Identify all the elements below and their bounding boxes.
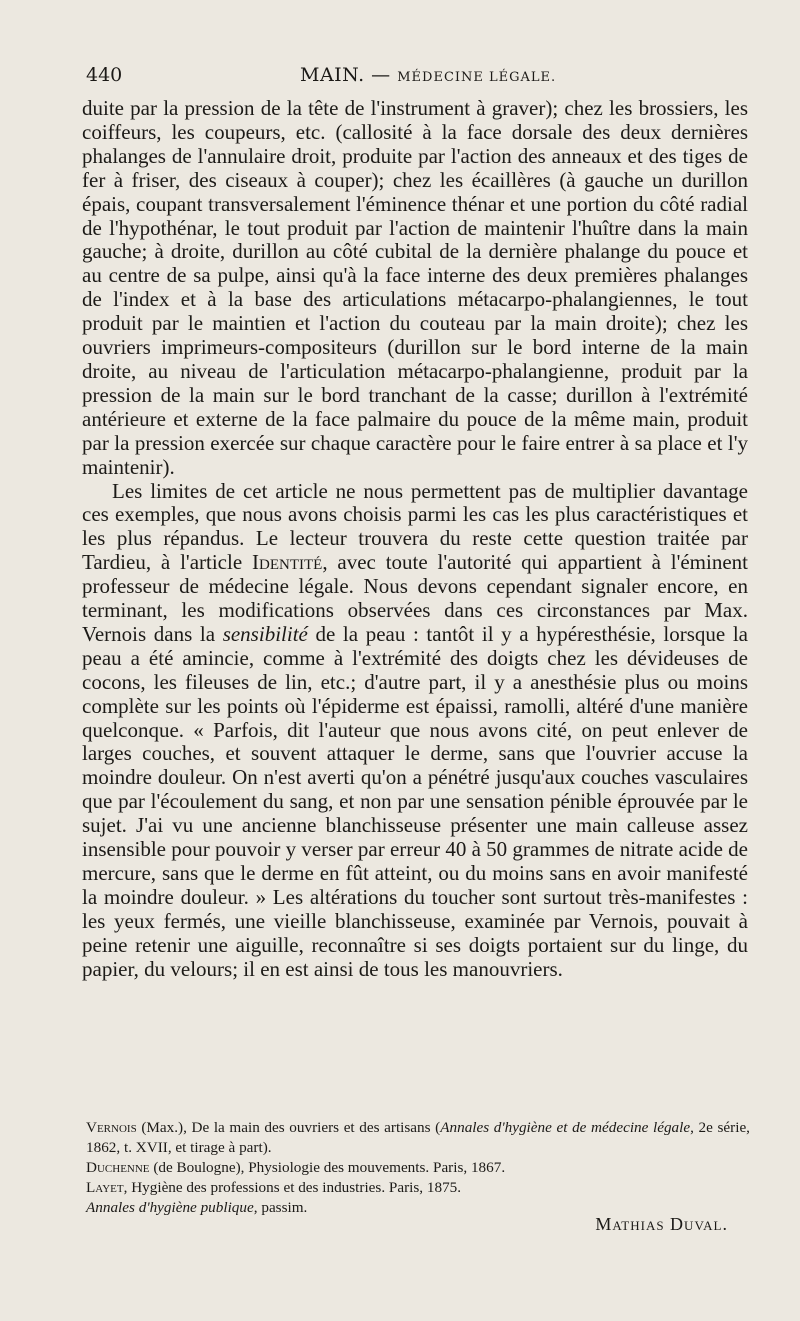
paragraph-2-part-b: , avec toute l'autorité qui appartient à l'éminent professeur de médecine légale. Nous devons cependant signaler encore, en terminant, les modifications observées dans ces circonstances par Max. Vernois dans la [82, 550, 748, 646]
reference-journal: Annales d'hygiène publique [86, 1199, 254, 1216]
identite-term: Identité [252, 550, 323, 575]
paragraph-2 [82, 480, 748, 982]
reference-item [86, 1178, 750, 1198]
reference-text: , Hygiène des professions et des industries. Paris, 1875. [123, 1179, 462, 1196]
page-number: 440 [86, 64, 123, 86]
reference-author: Vernois [86, 1119, 137, 1136]
reference-item [86, 1158, 750, 1178]
paragraph-2-part-a: Les limites de cet article ne nous permettent pas de multiplier davantage ces exemples, que nous avons choisis parmi les cas les plus caractéristiques et les plus répandus. Le lecteur trouvera du reste cette question traitée par Tardieu, à l'article [82, 478, 748, 575]
reference-text: (de Boulogne), Physiologie des mouvements. Paris, 1867. [149, 1159, 506, 1176]
reference-item [86, 1118, 750, 1158]
article-body [82, 97, 748, 982]
author-signature: Mathias Duval. [595, 1214, 728, 1234]
bibliography [86, 1118, 750, 1218]
reference-text-end: , 2e série, 1862, t. XVII, et tirage à part). [86, 1119, 750, 1156]
reference-text-end: , passim. [253, 1199, 308, 1216]
reference-author: Layet [86, 1179, 124, 1196]
reference-text: (Max.), De la main des ouvriers et des artisans ( [136, 1119, 441, 1136]
reference-author: Duchenne [86, 1159, 150, 1176]
paragraph-2-part-c: de la peau : tantôt il y a hypéresthésie, lorsque la peau a été amincie, comme à l'extrémité des doigts chez les dévideuses de cocons, les fileuses de lin, etc.; d'autre part, il y a anesthésie plus ou moins complète sur les points où l'épiderme est épaissi, ramolli, altéré d'une manière quelconque. « Parfois, dit l'auteur que nous avons cité, on peut enlever de larges couches, et souvent attaquer le derme, sans que l'ouvrier accuse la moindre douleur. On n'est averti qu'on a pénétré jusqu'aux couches vasculaires que par l'écoulement du sang, et non par une sensation pénible éprouvée par le sujet. J'ai vu une ancienne blanchisseuse présenter une main calleuse assez insensible pour pouvoir y verser par erreur 40 à 50 grammes de nitrate acide de mercure, sans que le derme en fût atteint, ou du moins sans en avoir manifesté la moindre douleur. » Les altérations du toucher sont surtout très-manifestes : les yeux fermés, une vieille blanchisseuse, examinée par Vernois, pouvait à peine retenir une aiguille, reconnaître si ses doigts portaient sur du linge, du papier, du velours; il en est ainsi de tous les manouvriers. [82, 621, 748, 981]
running-title [300, 64, 556, 86]
paragraph-1: duite par la pression de la tête de l'instrument à graver); chez les brossiers, les coiffeurs, les coupeurs, etc. (callosité à la face dorsale des deux dernières phalanges de l'annulaire droit, produite par l'action des anneaux et des tiges de fer à friser, des ciseaux à couper); chez les écaillères (à gauche un durillon épais, coupant transversalement l'éminence thénar et une portion du côté radial de l'hypothénar, le tout produit par l'action de maintenir l'huître dans la main gauche; à droite, durillon au côté cubital de la dernière phalange du pouce et au centre de sa pulpe, ainsi qu'à la face interne des deux premières phalanges de l'index et à la base des articulations métacarpo-phalangiennes, le tout produit par le maintien et l'action du couteau par la main droite); chez les ouvriers imprimeurs-compositeurs (durillon sur le bord interne de la main droite, au niveau de l'articulation métacarpo-phalangienne, produit par la pression de la main sur le bord tranchant de la casse; durillon à l'extrémité antérieure et externe de la face palmaire du pouce de la même main, produit par la pression exercée sur chaque caractère pour le faire entrer à sa place et l'y maintenir). [82, 96, 748, 479]
running-title-subtitle: MÉDECINE LÉGALE. [397, 70, 557, 85]
running-header [86, 64, 746, 100]
running-title-main: MAIN. [300, 64, 365, 86]
running-title-separator: — [364, 64, 398, 86]
sensibilite-term: sensibilité [222, 621, 308, 646]
reference-journal: Annales d'hygiène et de médecine légale [440, 1119, 691, 1136]
